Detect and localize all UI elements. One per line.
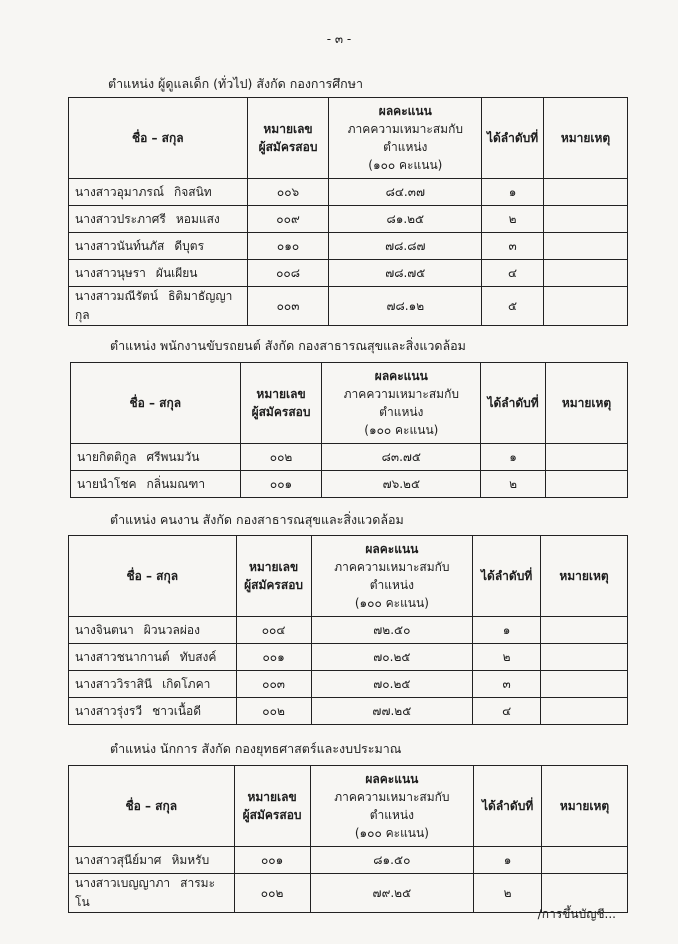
score-cell: ๗๖.๒๕ xyxy=(322,471,481,498)
remark-cell xyxy=(544,287,628,326)
remark-cell xyxy=(544,206,628,233)
remark-cell xyxy=(541,671,628,698)
rank-cell: ๒ xyxy=(481,471,546,498)
results-table xyxy=(68,765,628,913)
remark-cell xyxy=(541,617,628,644)
score-cell: ๗๙.๒๕ xyxy=(310,874,474,913)
results-table xyxy=(70,362,628,498)
header-score: ผลคะแนน ภาคความเหมาะสมกับตำแหน่ง (๑๐๐ คะแนน) xyxy=(322,363,481,444)
applicant-no-cell: ๐๐๒ xyxy=(236,698,311,725)
table-header-row xyxy=(71,363,628,444)
header-rank: ได้ลำดับที่ xyxy=(482,98,544,179)
name-cell: นางสาวเบญญาภา สารมะโน xyxy=(69,874,235,913)
rank-cell: ๒ xyxy=(473,644,541,671)
table-row xyxy=(69,644,628,671)
page-number: - ๓ - xyxy=(326,32,352,46)
header-remark: หมายเหตุ xyxy=(542,766,628,847)
applicant-no-cell: ๐๐๖ xyxy=(247,179,329,206)
score-cell: ๗๗.๒๕ xyxy=(311,698,473,725)
score-cell: ๗๒.๕๐ xyxy=(311,617,473,644)
header-applicant-no: หมายเลข ผู้สมัครสอบ xyxy=(236,536,311,617)
score-cell: ๘๑.๒๕ xyxy=(329,206,482,233)
score-cell: ๗๘.๘๗ xyxy=(329,233,482,260)
header-remark: หมายเหตุ xyxy=(544,98,628,179)
applicant-no-cell: ๐๑๐ xyxy=(247,233,329,260)
remark-cell xyxy=(546,444,628,471)
header-score: ผลคะแนน ภาคความเหมาะสมกับตำแหน่ง (๑๐๐ คะแนน) xyxy=(310,766,474,847)
rank-cell: ๑ xyxy=(481,444,546,471)
section-title: ตำแหน่ง นักการ สังกัด กองยุทธศาสตร์และงบประมาณ xyxy=(110,741,402,756)
rank-cell: ๑ xyxy=(474,847,542,874)
remark-cell xyxy=(544,233,628,260)
applicant-no-cell: ๐๐๙ xyxy=(247,206,329,233)
rank-cell: ๒ xyxy=(482,206,544,233)
table-row xyxy=(69,233,628,260)
table-row xyxy=(69,206,628,233)
rank-cell: ๑ xyxy=(482,179,544,206)
header-remark: หมายเหตุ xyxy=(546,363,628,444)
remark-cell xyxy=(544,179,628,206)
rank-cell: ๔ xyxy=(482,260,544,287)
applicant-no-cell: ๐๐๓ xyxy=(236,671,311,698)
rank-cell: ๑ xyxy=(473,617,541,644)
rank-cell: ๔ xyxy=(473,698,541,725)
header-name: ชื่อ – สกุล xyxy=(69,536,237,617)
score-cell: ๘๔.๓๗ xyxy=(329,179,482,206)
header-remark: หมายเหตุ xyxy=(541,536,628,617)
applicant-no-cell: ๐๐๑ xyxy=(236,644,311,671)
name-cell: นางสาวรุ่งรวี ชาวเนื้อดี xyxy=(69,698,237,725)
name-cell: นางสาวนันท์นภัส ดีบุตร xyxy=(69,233,248,260)
applicant-no-cell: ๐๐๑ xyxy=(240,471,322,498)
table-row xyxy=(69,260,628,287)
results-table xyxy=(68,97,628,326)
applicant-no-cell: ๐๐๘ xyxy=(247,260,329,287)
header-name: ชื่อ – สกุล xyxy=(69,766,235,847)
name-cell: นางสาววิราสินี เกิดโภคา xyxy=(69,671,237,698)
table-header-row xyxy=(69,766,628,847)
applicant-no-cell: ๐๐๒ xyxy=(240,444,322,471)
score-cell: ๘๑.๕๐ xyxy=(310,847,474,874)
table-row xyxy=(69,698,628,725)
score-cell: ๗๘.๗๕ xyxy=(329,260,482,287)
score-cell: ๗๘.๑๒ xyxy=(329,287,482,326)
table-header-row xyxy=(69,536,628,617)
section-title: ตำแหน่ง ผู้ดูแลเด็ก (ทั่วไป) สังกัด กองการศึกษา xyxy=(108,76,363,91)
table-row xyxy=(71,471,628,498)
remark-cell xyxy=(541,698,628,725)
applicant-no-cell: ๐๐๓ xyxy=(247,287,329,326)
name-cell: นางสาวนุษรา ผันเผียน xyxy=(69,260,248,287)
remark-cell xyxy=(541,644,628,671)
name-cell: นางสาวชนากานต์ ทับสงค์ xyxy=(69,644,237,671)
applicant-no-cell: ๐๐๔ xyxy=(236,617,311,644)
remark-cell xyxy=(544,260,628,287)
table-header-row xyxy=(69,98,628,179)
header-score: ผลคะแนน ภาคความเหมาะสมกับตำแหน่ง (๑๐๐ คะแนน) xyxy=(311,536,473,617)
name-cell: นางสาวมณีรัตน์ ธิติมาธัญญากุล xyxy=(69,287,248,326)
table-row xyxy=(69,179,628,206)
header-applicant-no: หมายเลข ผู้สมัครสอบ xyxy=(234,766,310,847)
score-cell: ๘๓.๗๕ xyxy=(322,444,481,471)
header-applicant-no: หมายเลข ผู้สมัครสอบ xyxy=(247,98,329,179)
header-rank: ได้ลำดับที่ xyxy=(481,363,546,444)
remark-cell xyxy=(542,847,628,874)
table-row xyxy=(69,617,628,644)
continuation-note: /การขึ้นบัญชี... xyxy=(537,907,616,921)
header-applicant-no: หมายเลข ผู้สมัครสอบ xyxy=(240,363,322,444)
rank-cell: ๓ xyxy=(482,233,544,260)
rank-cell: ๕ xyxy=(482,287,544,326)
table-row xyxy=(69,287,628,326)
section-title: ตำแหน่ง คนงาน สังกัด กองสาธารณสุขและสิ่งแวดล้อม xyxy=(110,512,404,527)
rank-cell: ๓ xyxy=(473,671,541,698)
name-cell: นางจินตนา ผิวนวลผ่อง xyxy=(69,617,237,644)
score-cell: ๗๐.๒๕ xyxy=(311,671,473,698)
applicant-no-cell: ๐๐๑ xyxy=(234,847,310,874)
remark-cell xyxy=(546,471,628,498)
table-row xyxy=(69,847,628,874)
header-rank: ได้ลำดับที่ xyxy=(474,766,542,847)
score-cell: ๗๐.๒๕ xyxy=(311,644,473,671)
applicant-no-cell: ๐๐๒ xyxy=(234,874,310,913)
header-score: ผลคะแนน ภาคความเหมาะสมกับตำแหน่ง (๑๐๐ คะแนน) xyxy=(329,98,482,179)
name-cell: นางสาวสุนีย์มาศ หิมหรับ xyxy=(69,847,235,874)
header-name: ชื่อ – สกุล xyxy=(69,98,248,179)
name-cell: นางสาวอุมาภรณ์ กิจสนิท xyxy=(69,179,248,206)
name-cell: นายกิตติกูล ศรีพนมวัน xyxy=(71,444,241,471)
results-table xyxy=(68,535,628,725)
section-title: ตำแหน่ง พนักงานขับรถยนต์ สังกัด กองสาธารณสุขและสิ่งแวดล้อม xyxy=(110,338,466,353)
header-name: ชื่อ – สกุล xyxy=(71,363,241,444)
name-cell: นายนำโชค กลิ่นมณฑา xyxy=(71,471,241,498)
table-row xyxy=(69,671,628,698)
header-rank: ได้ลำดับที่ xyxy=(473,536,541,617)
name-cell: นางสาวประภาศรี หอมแสง xyxy=(69,206,248,233)
table-row xyxy=(71,444,628,471)
rank-cell: ๒ xyxy=(474,874,542,913)
